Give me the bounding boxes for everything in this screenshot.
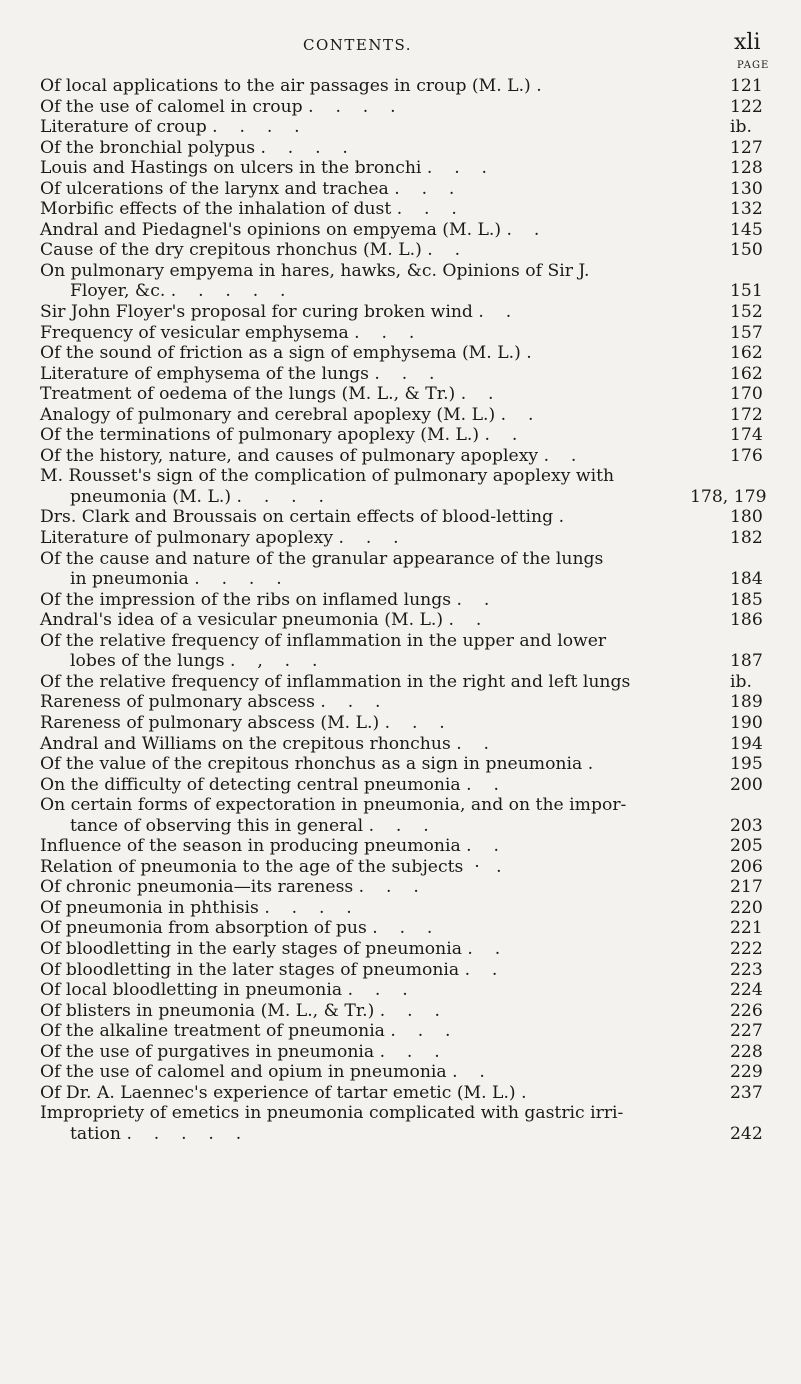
toc-page-number: 187 [730,651,763,672]
toc-entry-text: pneumonia (M. L.) [70,486,232,507]
toc-entry-text: Of chronic pneumonia—its rareness [40,877,354,898]
toc-entry [40,1042,780,1063]
toc-entry [40,199,780,220]
toc-entry [40,631,780,672]
leader-dots: . . . [353,877,419,898]
toc-page-number: 189 [730,692,763,713]
toc-entry [40,97,780,118]
toc-entry [40,425,780,446]
toc-entry-line [40,1001,780,1022]
leader-dots: . . . [368,363,435,384]
toc-entry-text: Of local bloodletting in pneumonia [40,980,343,1001]
leader-dots: . . . . . [120,1123,242,1144]
toc-page-number: 190 [730,712,763,733]
toc-entry-text: Floyer, &c. [70,281,166,302]
toc-page-number: 151 [730,281,763,302]
toc-entry-text: Sir John Floyer's proposal for curing broken wind [40,302,473,323]
leader-dots: . . . . [231,486,324,507]
toc-entry-line [40,302,780,323]
toc-entry-line [40,610,780,631]
toc-entry [40,692,780,713]
toc-page-number: 228 [730,1041,763,1062]
toc-page-number: 150 [730,240,763,261]
toc-entry [40,117,780,138]
leader-dots: . . . . [302,96,396,117]
toc-entry-text: Of the use of calomel and opium in pneumonia [40,1062,447,1083]
toc-entry-line [40,138,780,159]
toc-entry [40,980,780,1001]
leader-dots: . . . [363,815,429,836]
leader-dots: . . [446,1062,485,1083]
toc-page-number: 162 [730,363,763,384]
toc-entry [40,1083,780,1104]
toc-page-number: ib. [730,117,752,138]
toc-entry-line [40,343,780,364]
toc-entry-line [40,1042,780,1063]
toc-entry-text: Literature of pulmonary apoplexy [40,528,334,549]
toc-entry-text: Of the value of the crepitous rhonchus as a sign in pneumonia [40,754,583,775]
toc-page-number: 172 [730,404,763,425]
toc-entry-line [40,939,780,960]
toc-entry-line [40,590,780,611]
toc-entry-text: Cause of the dry crepitous rhonchus (M. L.) [40,240,422,261]
leader-dots: . . [479,425,518,446]
leader-dots: . . [538,445,577,466]
toc-entry-text: Of Dr. A. Laennec's experience of tartar emetic (M. L.) [40,1082,516,1103]
toc-entry-line [40,692,780,713]
toc-entry [40,405,780,426]
toc-page-number: 205 [730,836,763,857]
toc-entry-line [40,1103,780,1124]
leader-dots: . , . . [224,651,318,672]
toc-entry-text: Analogy of pulmonary and cerebral apoplexy (M. L.) [40,404,496,425]
toc-page-number: 176 [730,445,763,466]
toc-entry [40,261,780,302]
toc-entry-text: Andral and Williams on the crepitous rhonchus [40,733,451,754]
toc-entry-text: lobes of the lungs [70,651,225,672]
toc-entry-text: Rareness of pulmonary abscess (M. L.) [40,712,380,733]
toc-entry-line [40,364,780,385]
leader-dots: . . . . [258,897,352,918]
leader-dots: . . . [348,322,415,343]
toc-entry-line [40,775,780,796]
toc-entry-text: Of the terminations of pulmonary apoplexy (M. L.) [40,425,480,446]
toc-entry [40,1062,780,1083]
toc-entry [40,364,780,385]
toc-page-number: 203 [730,815,763,836]
toc-entry-text: Of pneumonia from absorption of pus [40,918,367,939]
toc-entry-text: in pneumonia [70,569,189,590]
toc-entry [40,960,780,981]
toc-entry-line [40,980,780,1001]
toc-page-number: 121 [730,76,763,96]
toc-page-number: 180 [730,507,763,528]
toc-page-number: 152 [730,302,763,323]
toc-entry [40,610,780,631]
toc-entry [40,713,780,734]
folio-number: xli [734,30,761,55]
toc-entry-text: M. Rousset's sign of the complication of pulmonary apoplexy with [40,466,615,487]
leader-dots: . . [460,774,499,795]
toc-entry [40,857,780,878]
toc-entry-text: Of the relative frequency of inflammation in the right and left lungs [40,671,631,692]
toc-entry-line [40,713,780,734]
toc-entry [40,446,780,467]
toc-entry-line [40,877,780,898]
toc-entry-line [40,569,780,590]
leader-dots: . . . . [255,137,348,158]
toc-page-number: 221 [730,918,763,939]
toc-page-number: 132 [730,199,763,220]
toc-entry-text: tation [70,1123,121,1144]
toc-entry-line [40,323,780,344]
toc-entry-text: On pulmonary empyema in hares, hawks, &c. Opinions of Sir J. [40,260,590,281]
leader-dots: . . . . [188,569,282,590]
toc-page-number: 229 [730,1062,763,1083]
leader-dots: . . . [342,980,408,1001]
toc-entry-text: On certain forms of expectoration in pneumonia, and on the impor- [40,795,627,816]
toc-entry [40,343,780,364]
toc-page-number: 145 [730,219,763,240]
toc-entry [40,775,780,796]
running-head [0,30,801,60]
toc-entry [40,323,780,344]
toc-entry-text: Of the impression of the ribs on inflamed lungs [40,589,452,610]
toc-page-number: 227 [730,1021,763,1042]
toc-entry-line [40,507,780,528]
leader-dots: . [530,76,542,96]
toc-page-number: 130 [730,178,763,199]
toc-entry-line [40,446,780,467]
leader-dots: . . . [391,199,457,220]
toc-entry-line [40,281,780,302]
toc-entry [40,76,780,97]
toc-entry-line [40,918,780,939]
toc-page-number: 226 [730,1000,763,1021]
toc-page-number: 195 [730,754,763,775]
leader-dots: . . [450,733,490,754]
toc-entry-line [40,1124,780,1145]
leader-dots: . . . . . [165,281,286,302]
toc-entry [40,1001,780,1022]
toc-entry-line [40,158,780,179]
toc-page-number: 128 [730,158,763,179]
toc-entry [40,836,780,857]
table-of-contents [40,76,780,1144]
toc-entry-line [40,1062,780,1083]
leader-dots: . . [472,302,512,323]
toc-page-number: 194 [730,733,763,754]
toc-page-number: 237 [730,1082,763,1103]
toc-page-number: 206 [730,856,763,877]
leader-dots: . . [461,938,501,959]
leader-dots: . . . [374,1000,440,1021]
toc-entry-line [40,76,780,97]
leader-dots: . [520,343,532,364]
running-title: CONTENTS. [303,36,412,54]
toc-entry-text: Frequency of vesicular emphysema [40,322,349,343]
toc-page-number: 186 [730,610,763,631]
toc-page-number: 127 [730,137,763,158]
toc-entry-line [40,425,780,446]
toc-entry-line [40,836,780,857]
toc-entry [40,939,780,960]
toc-entry [40,590,780,611]
leader-dots: . . . [333,528,399,549]
leader-dots: . [553,507,565,528]
toc-entry [40,158,780,179]
leader-dots: . . [421,240,461,261]
toc-entry-line [40,240,780,261]
leader-dots: . . . . [206,117,300,138]
leader-dots: . . [459,959,498,980]
page-column-label: PAGE [737,60,770,71]
toc-entry-line [40,734,780,755]
toc-entry-line [40,405,780,426]
toc-page-number: 182 [730,528,763,549]
toc-entry-line [40,795,780,816]
toc-entry-text: Treatment of oedema of the lungs (M. L., & Tr.) [40,384,456,405]
toc-entry [40,795,780,836]
toc-page-number: 242 [730,1123,763,1144]
toc-entry-line [40,857,780,878]
toc-entry-text: Influence of the season in producing pneumonia [40,836,461,857]
leader-dots: . . . [379,712,445,733]
toc-page-number: 222 [730,938,763,959]
toc-entry-line [40,1021,780,1042]
toc-page-number: 185 [730,589,763,610]
toc-entry-text: Literature of croup [40,117,207,138]
toc-entry [40,918,780,939]
leader-dots: . . [451,589,490,610]
toc-entry [40,898,780,919]
toc-entry [40,734,780,755]
toc-page-number: 122 [730,96,763,117]
toc-page-number: 200 [730,774,763,795]
toc-entry-line [40,754,780,775]
leader-dots: . . [495,404,534,425]
toc-page-number: 178, 179 [690,486,767,507]
toc-entry [40,240,780,261]
toc-page-number: 162 [730,343,763,364]
toc-entry [40,179,780,200]
toc-entry-text: Impropriety of emetics in pneumonia complicated with gastric irri- [40,1103,624,1124]
leader-dots: . . . [421,158,487,179]
toc-entry-text: Morbific effects of the inhalation of dust [40,199,392,220]
toc-page-number: 157 [730,322,763,343]
toc-entry-text: Of the relative frequency of inflammation in the upper and lower [40,630,607,651]
toc-entry-text: Of the sound of friction as a sign of emphysema (M. L.) [40,343,521,364]
toc-entry-line [40,466,780,487]
toc-entry [40,1021,780,1042]
toc-entry-line [40,651,780,672]
toc-page-number: 184 [730,569,763,590]
leader-dots: . . [455,384,494,405]
toc-page-number: 223 [730,959,763,980]
toc-entry-line [40,487,780,508]
toc-entry-line [40,631,780,652]
toc-entry [40,220,780,241]
toc-entry-line [40,97,780,118]
toc-entry-text: Of bloodletting in the early stages of pneumonia [40,938,462,959]
toc-entry-line [40,898,780,919]
toc-entry-text: Of local applications to the air passages in croup (M. L.) [40,76,531,96]
toc-entry-line [40,261,780,282]
toc-entry-text: Andral's idea of a vesicular pneumonia (M. L.) [40,610,444,631]
toc-entry-line [40,220,780,241]
leader-dots: . . . [374,1041,440,1062]
toc-entry-line [40,549,780,570]
toc-entry-text: Relation of pneumonia to the age of the subjects [40,856,464,877]
toc-entry [40,549,780,590]
toc-entry-line [40,384,780,405]
toc-entry-text: Of the cause and nature of the granular appearance of the lungs [40,548,604,569]
toc-entry-text: tance of observing this in general [70,815,364,836]
toc-entry [40,754,780,775]
toc-entry [40,138,780,159]
toc-entry-line [40,816,780,837]
toc-entry-line [40,117,780,138]
toc-entry-line [40,1083,780,1104]
toc-page-number: ib. [730,671,752,692]
toc-entry-text: Of blisters in pneumonia (M. L., & Tr.) [40,1000,375,1021]
toc-entry [40,384,780,405]
toc-entry-line [40,528,780,549]
toc-page-number: 220 [730,897,763,918]
toc-page-number: 224 [730,980,763,1001]
toc-entry-text: Of pneumonia in phthisis [40,897,259,918]
toc-entry-text: Of the use of calomel in croup [40,96,303,117]
leader-dots: . . [501,219,540,240]
toc-entry [40,528,780,549]
leader-dots: . [582,754,594,775]
leader-dots: . . . [314,692,381,713]
toc-entry-line [40,960,780,981]
leader-dots: . . . [366,918,433,939]
leader-dots: . . . [384,1021,451,1042]
toc-entry [40,1103,780,1144]
toc-entry-text: Rareness of pulmonary abscess [40,692,315,713]
toc-entry [40,672,780,693]
toc-entry-text: Of the history, nature, and causes of pulmonary apoplexy [40,445,539,466]
leader-dots: . . [443,610,482,631]
leader-dots: · . [463,856,502,877]
toc-entry-text: Of the alkaline treatment of pneumonia [40,1021,385,1042]
toc-page-number: 170 [730,384,763,405]
toc-page-number: 174 [730,425,763,446]
toc-entry-text: Andral and Piedagnel's opinions on empyema (M. L.) [40,219,502,240]
leader-dots: . . . [388,178,455,199]
toc-entry-text: Of the use of purgatives in pneumonia [40,1041,375,1062]
toc-entry-text: Of the bronchial polypus [40,137,256,158]
toc-entry-line [40,179,780,200]
toc-entry [40,877,780,898]
toc-entry [40,466,780,507]
toc-entry-text: Literature of emphysema of the lungs [40,363,369,384]
toc-entry-text: Louis and Hastings on ulcers in the bronchi [40,158,422,179]
leader-dots: . [515,1082,527,1103]
toc-entry [40,302,780,323]
toc-page-number: 217 [730,877,763,898]
toc-entry-text: Of ulcerations of the larynx and trachea [40,178,389,199]
leader-dots: . . [460,836,499,857]
toc-entry-line [40,199,780,220]
toc-entry-line [40,672,780,693]
toc-entry-text: On the difficulty of detecting central pneumonia [40,774,461,795]
toc-entry [40,507,780,528]
toc-entry-text: Drs. Clark and Broussais on certain effects of blood-letting [40,507,554,528]
toc-entry-text: Of bloodletting in the later stages of pneumonia [40,959,460,980]
